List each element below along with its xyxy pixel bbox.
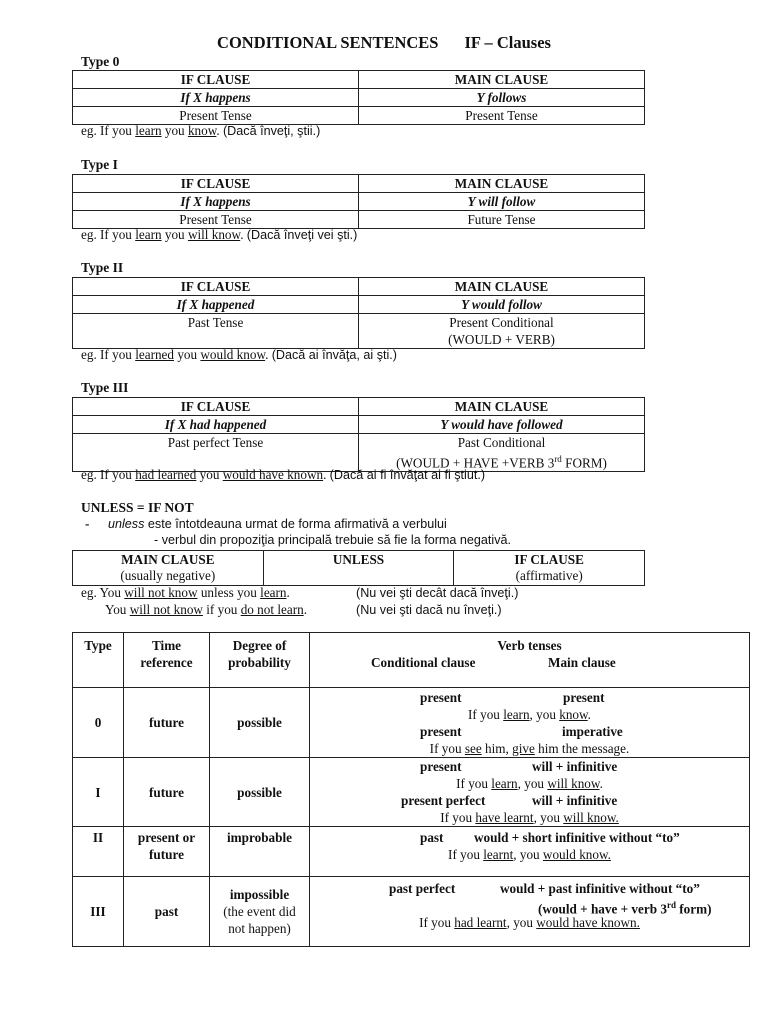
example-text: if you	[202, 602, 241, 617]
row-verb-tenses	[310, 877, 750, 947]
row-degree-line: (the event did	[223, 904, 296, 919]
table-row	[73, 877, 750, 947]
example-verb: had learnt	[454, 915, 507, 930]
example-text: eg. You	[81, 585, 125, 600]
formula-sup: rd	[554, 454, 562, 464]
if-tense: Past Tense	[73, 314, 359, 349]
tense-pair	[310, 829, 749, 846]
if-tense: Present Tense	[73, 107, 359, 125]
header-line: Time	[151, 638, 182, 653]
header-line: probability	[228, 655, 291, 670]
example-text: If you	[468, 706, 504, 722]
example-text: you	[161, 123, 188, 138]
type-3-example	[81, 467, 485, 484]
col-header: UNLESS	[332, 552, 385, 567]
tense-main: will + infinitive	[532, 793, 618, 808]
main-pattern: Y would have followed	[359, 416, 645, 434]
example-text: eg. If you	[81, 123, 136, 138]
col-header: IF CLAUSE	[514, 552, 584, 567]
main-pattern: Y would follow	[359, 296, 645, 314]
example-text: .	[216, 123, 223, 138]
row-degree-line: not happen)	[228, 921, 291, 936]
row-type: II	[73, 827, 124, 877]
tense-pair	[310, 758, 749, 775]
example-translation: (Dacă ai fi învăţat ai fi ştiut.)	[329, 468, 486, 482]
example-text: .	[323, 467, 330, 482]
tense-pair	[310, 792, 749, 809]
tense-conditional: past	[420, 830, 444, 845]
example-text: .	[286, 585, 290, 600]
tense-example	[310, 740, 749, 757]
formula-text: (would + have + verb 3	[538, 901, 667, 917]
formula-text: (WOULD + HAVE +VERB 3	[396, 455, 555, 471]
type-0-table	[72, 70, 645, 125]
header-verb-tenses	[310, 633, 750, 688]
formula-sup: rd	[666, 900, 676, 910]
tense-conditional: present	[420, 759, 462, 774]
if-pattern: If X happens	[73, 193, 359, 211]
col-subheader: (affirmative)	[515, 568, 583, 583]
page-title	[0, 33, 768, 54]
main-tense: Present Tense	[359, 107, 645, 125]
example-text: If you	[448, 847, 484, 862]
row-time: past	[124, 877, 210, 947]
example-translation: (Dacă înveţi, ştii.)	[222, 124, 321, 138]
unless-bullet: -	[85, 516, 90, 531]
example-text: .	[599, 776, 603, 791]
example-verb: will know	[547, 776, 600, 791]
example-verb: would know.	[542, 847, 611, 862]
title-main: CONDITIONAL SENTENCES	[217, 33, 439, 52]
type-2-table	[72, 277, 645, 349]
header-degree	[210, 633, 310, 688]
tense-main: would + short infinitive without “to”	[474, 830, 680, 845]
example-verb: see	[464, 740, 482, 756]
type-3-table	[72, 397, 645, 472]
example-text: .	[303, 602, 307, 617]
main-tense	[359, 314, 645, 349]
row-verb-tenses	[310, 827, 750, 877]
header-line: Degree of	[232, 638, 287, 653]
unless-table	[72, 550, 645, 586]
type-0-label: Type 0	[81, 54, 120, 69]
main-tense: Future Tense	[359, 211, 645, 229]
example-verb: will know	[187, 227, 241, 242]
row-time-line: future	[149, 847, 184, 862]
tense-conditional: present	[420, 723, 462, 739]
unless-col-if	[454, 551, 645, 586]
example-text: unless you	[197, 585, 261, 600]
unless-example-1-translation: (Nu vei şti decât dacă înveţi.)	[356, 586, 519, 600]
example-verb: will not know	[129, 602, 203, 617]
example-verb: would have known.	[536, 915, 640, 930]
tense-main: would + past infinitive without “to”	[500, 881, 700, 896]
type-1-example	[81, 227, 357, 244]
main-pattern: Y will follow	[359, 193, 645, 211]
header-line: Verb tenses	[497, 638, 562, 653]
type-1-table	[72, 174, 645, 229]
example-text: , you	[513, 847, 543, 862]
example-text: eg. If you	[81, 467, 136, 482]
unless-example-1	[81, 585, 290, 602]
if-clause-header: IF CLAUSE	[73, 398, 359, 416]
unless-example-2-translation: (Nu vei şti dacă nu înveţi.)	[356, 603, 502, 617]
row-verb-tenses	[310, 688, 750, 758]
example-text: you	[161, 227, 188, 242]
unless-example-2	[105, 602, 307, 619]
if-pattern: If X happened	[73, 296, 359, 314]
example-verb: learnt	[483, 847, 514, 862]
example-text: If you	[456, 776, 492, 791]
example-text: If you	[440, 810, 476, 825]
tense-conditional: present perfect	[401, 793, 486, 808]
type-3-label: Type III	[81, 380, 129, 395]
main-clause-header: MAIN CLAUSE	[359, 278, 645, 296]
if-tense: Past perfect Tense	[73, 434, 359, 472]
example-verb: learn	[260, 585, 287, 600]
unless-col-unless	[263, 551, 454, 586]
row-degree: possible	[210, 758, 310, 827]
row-degree: possible	[210, 688, 310, 758]
main-tense-formula: (WOULD + VERB)	[448, 332, 555, 347]
table-row	[73, 827, 750, 877]
row-type: 0	[73, 688, 124, 758]
formula-text: FORM)	[561, 455, 607, 471]
header-line: reference	[140, 655, 193, 670]
tense-example	[310, 706, 749, 723]
tense-pair	[310, 723, 749, 740]
unless-rule-2: - verbul din propoziţia principală trebuie să fie la forma negativă.	[154, 533, 512, 547]
type-2-label: Type II	[81, 260, 124, 275]
row-verb-tenses	[310, 758, 750, 827]
header-main-clause: Main clause	[548, 655, 616, 670]
unless-rule-1	[108, 517, 447, 533]
example-verb: learn	[503, 706, 530, 722]
if-pattern: If X had happened	[73, 416, 359, 434]
example-text: , you	[506, 915, 537, 930]
row-type: I	[73, 758, 124, 827]
row-time: future	[124, 758, 210, 827]
if-clause-header: IF CLAUSE	[73, 278, 359, 296]
example-verb: would know	[200, 347, 266, 362]
example-verb: had learned	[135, 467, 197, 482]
header-conditional-clause: Conditional clause	[371, 655, 476, 670]
example-text: , you	[517, 776, 548, 791]
main-tense-line: Present Conditional	[449, 315, 554, 330]
formula-text: form)	[675, 901, 712, 917]
row-time: future	[124, 688, 210, 758]
row-degree	[210, 877, 310, 947]
tense-conditional: present	[420, 689, 462, 705]
col-header: MAIN CLAUSE	[121, 552, 215, 567]
example-text: If you	[429, 740, 465, 756]
main-clause-header: MAIN CLAUSE	[359, 71, 645, 89]
example-verb: have learnt	[475, 810, 534, 825]
title-sub: IF – Clauses	[464, 33, 551, 52]
example-text: If you	[419, 915, 455, 930]
if-tense: Present Tense	[73, 211, 359, 229]
tense-pair	[310, 880, 749, 897]
example-verb: learn	[135, 227, 162, 242]
example-translation: (Dacă ai învăţa, ai şti.)	[271, 348, 397, 362]
tense-conditional: past perfect	[389, 881, 456, 896]
header-time	[124, 633, 210, 688]
tense-main: imperative	[562, 723, 623, 739]
tense-pair	[310, 689, 749, 706]
tense-example	[310, 775, 749, 792]
example-text: , you	[529, 706, 560, 722]
row-type: III	[73, 877, 124, 947]
summary-table	[72, 632, 750, 947]
col-subheader: (usually negative)	[120, 568, 216, 583]
example-text: you	[174, 347, 201, 362]
example-text: , you	[533, 810, 564, 825]
example-verb: give	[512, 740, 535, 756]
example-text: you	[196, 467, 223, 482]
main-clause-header: MAIN CLAUSE	[359, 398, 645, 416]
tense-formula	[310, 897, 749, 917]
example-verb: learn	[135, 123, 162, 138]
unless-col-main	[73, 551, 264, 586]
example-verb: learn	[491, 776, 518, 791]
unless-word: unless	[108, 517, 145, 531]
table-row	[73, 688, 750, 758]
example-text: .	[240, 227, 247, 242]
example-text: him,	[481, 740, 513, 756]
main-pattern: Y follows	[359, 89, 645, 107]
example-verb: will not know	[124, 585, 198, 600]
unless-rule-text: este întotdeauna urmat de forma afirmativă a verbului	[144, 517, 447, 531]
example-text: eg. If you	[81, 227, 136, 242]
example-text: him the message.	[534, 740, 630, 756]
example-text: eg. If you	[81, 347, 136, 362]
example-text: .	[587, 706, 591, 722]
example-verb: do not learn	[240, 602, 304, 617]
table-row	[73, 758, 750, 827]
if-pattern: If X happens	[73, 89, 359, 107]
example-translation: (Dacă înveţi vei şti.)	[246, 228, 358, 242]
example-verb: would have known	[222, 467, 324, 482]
tense-example	[310, 809, 749, 826]
header-subcols	[310, 654, 749, 671]
if-clause-header: IF CLAUSE	[73, 175, 359, 193]
example-text: You	[105, 602, 130, 617]
type-0-example	[81, 123, 320, 140]
example-verb: learned	[135, 347, 175, 362]
example-verb: know	[559, 706, 588, 722]
main-clause-header: MAIN CLAUSE	[359, 175, 645, 193]
example-verb: know	[187, 123, 217, 138]
example-text: .	[265, 347, 272, 362]
row-degree-line: impossible	[229, 887, 290, 902]
header-type: Type	[73, 633, 124, 688]
example-verb: will know.	[563, 810, 619, 825]
type-2-example	[81, 347, 397, 364]
tense-example	[310, 846, 749, 863]
row-time	[124, 827, 210, 877]
tense-main: present	[563, 689, 605, 705]
row-degree: improbable	[210, 827, 310, 877]
type-1-label: Type I	[81, 157, 118, 172]
if-clause-header: IF CLAUSE	[73, 71, 359, 89]
main-tense-line: Past Conditional	[457, 435, 546, 450]
tense-main: will + infinitive	[532, 759, 618, 774]
unless-heading: UNLESS = IF NOT	[81, 500, 194, 515]
row-time-line: present or	[137, 830, 196, 845]
